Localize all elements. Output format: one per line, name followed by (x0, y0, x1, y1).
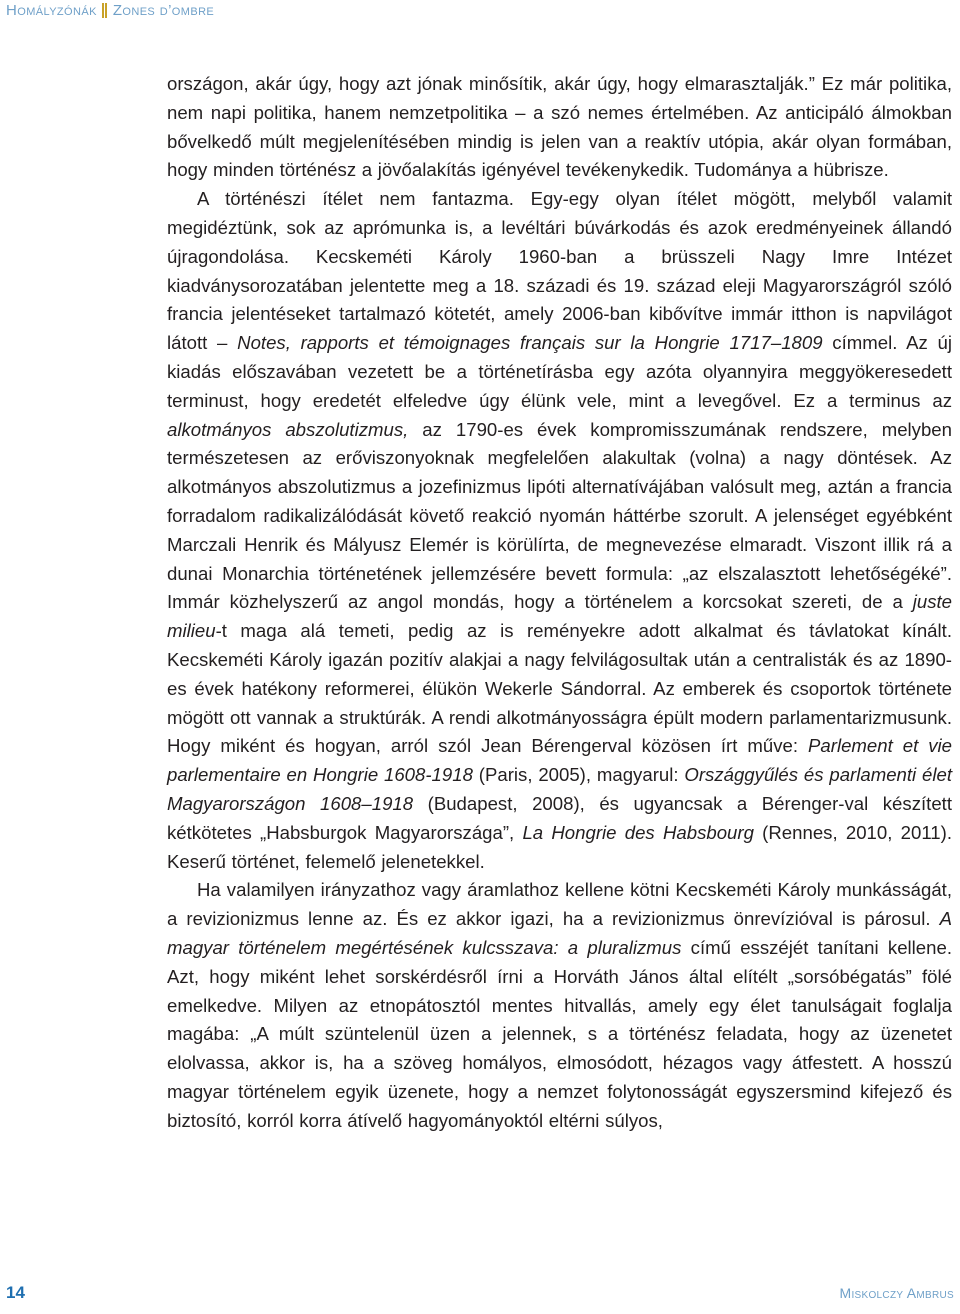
paragraph-text: az 1790-es évek kompromisszumának rendszere, melyben természetesen az erőviszonyoknak megfelelően alakultak (volna) a nagy döntések. Az alkotmányos abszolutizmus a jozefinizmus lipóti alternatívájában valósult meg, aztán a francia forradalom radikalizálódását követő reakció nyomán háttérbe szorult. A jelenséget egyébként Marczali Henrik és Mályusz Elemér is körülírta, de megnevezése elmaradt. Viszont illik rá a dunai Monarchia történetének jellemzésére bevett formula: „az elszalasztott lehetőségéké”. Immár közhelyszerű az angol mondás, hogy a történelem a korcsokat szereti, de a (167, 418, 952, 613)
body-paragraph (167, 185, 952, 876)
running-header (6, 2, 214, 19)
paragraph-text: Ha valamilyen irányzathoz vagy áramlathoz kellene kötni Kecskeméti Károly munkásságát, a revizionizmus lenne az. És ez akkor igazi, ha a revizionizmus önrevízióval is párosul. (167, 879, 952, 930)
header-separator (102, 3, 104, 18)
paragraph-text: (Rennes, 2010, 2011). Keserű történet, felemelő jelenetekkel. (167, 821, 952, 872)
page-number: 14 (6, 1283, 25, 1302)
italic-title-text: juste milieu (167, 591, 952, 642)
paragraph-text: című esszéjét tanítani kellene. Azt, hogy miként lehet sorskérdésről írni a Horváth János által elítélt „sorsóbégatás” fölé emelkedve. Milyen az etnopátosztól mentes hitvallás, amely egy élet tanulságait foglalja magába: „A múlt szüntelenül üzen a jelennek, s a történész feladata, hogy az üzenetet elolvassa, akkor is, ha a szöveg homályos, elmosódott, hézagos vagy átfestett. A hosszú magyar történelem egyik üzenete, hogy a nemzet folytonosságát egyszersmind kifejező és biztosító, korról korra átívelő hagyományoktól eltérni súlyos, (167, 936, 952, 1131)
italic-title-text: alkotmányos abszolutizmus, (167, 418, 409, 440)
italic-title-text: Parlement et vie parlementaire en Hongrie 1608-1918 (167, 735, 952, 786)
header-section-hu: Homályzónák (6, 2, 97, 19)
paragraph-text: -t maga alá temeti, pedig az is reményekre adott alkalmat és távlatokat kínált. Kecskeméti Károly igazán pozitív alakjai a nagy felvilágosultak után a centralisták és az 1890-es évek hatékony reformerei, élükön Wekerle Sándorral. Az emberek és csoportok története mögött ott vannak a struktúrák. A rendi alkotmányosságra épült modern parlamentarizmusunk. Hogy miként és hogyan, arról szól Jean Bérengerval közösen írt műve: (167, 620, 952, 757)
italic-title-text: Notes, rapports et témoignages français sur la Hongrie 1717–1809 (237, 332, 823, 354)
article-body (167, 70, 952, 1135)
header-section-fr: Zones d’ombre (112, 2, 215, 19)
paragraph-text: (Paris, 2005), magyarul: (472, 764, 685, 786)
italic-title-text: A magyar történelem megértésének kulcsszava: a pluralizmus (167, 908, 952, 958)
italic-title-text: La Hongrie des Habsbourg (522, 821, 754, 843)
paragraph-text: országon, akár úgy, hogy azt jónak minősítik, akár úgy, hogy elmarasztalják.” Ez már politika, nem napi politika, hanem nemzetpolitika – a szó nemes értelmében. Az anticipáló álmokban bővelkedő múlt megjelenítésében mindig is jelen van a reaktív utópia, akár olyan formában, hogy minden történész a jövőalakítás igényével tevékenykedik. Tudománya a hübrisze. (167, 73, 952, 181)
footer-author: Miskolczy Ambrus (839, 1285, 954, 1301)
paragraph-text: (Budapest, 2008), és ugyancsak a Bérenger-val készített kétkötetes „Habsburgok Magyarországa”, (167, 792, 952, 843)
paragraph-text: címmel. Az új kiadás előszavában vezetett be a történetírásba egy azóta olyannyira meggyökeresedett terminust, hogy eredetét elfeledve úgy élünk vele, mint a levegővel. Ez a terminus az (167, 332, 952, 411)
italic-title-text: Országgyűlés és parlamenti élet Magyarországon 1608–1918 (167, 764, 953, 814)
body-paragraph (167, 876, 952, 1135)
paragraph-text: A történészi ítélet nem fantazma. Egy-egy olyan ítélet mögött, melyből valamit megidéztünk, sok az aprómunka is, a levéltári búvárkodás és azok eredményeinek állandó újragondolása. Kecskeméti Károly 1960-ban a brüsszeli Nagy Imre Intézet kiadványsorozatában jelentette meg a 18. századi és 19. század eleji Magyarországról szóló francia jelentéseket tartalmazó kötetét, amely 2006-ban kibővítve immár itthon is napvilágot látott – (167, 188, 952, 354)
body-paragraph (167, 70, 952, 185)
